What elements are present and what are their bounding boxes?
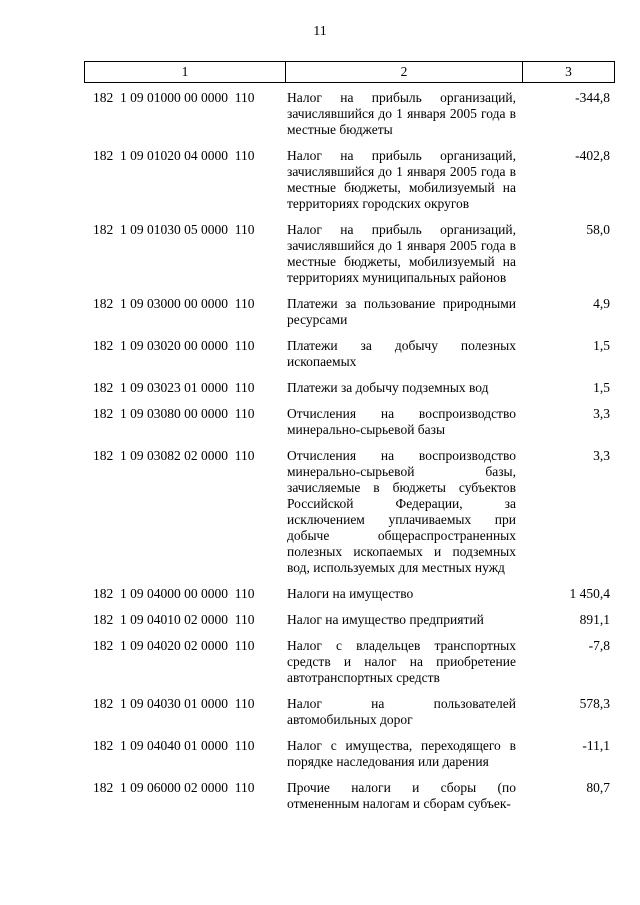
page-number: 11: [313, 24, 327, 39]
amount-cell: 80,7: [586, 780, 610, 795]
table-row: [0, 638, 640, 686]
item-name-cell: Налог на прибыль организаций, зачислявшийся до 1 января 2005 года в местные бюджеты, мобилизуемый на территориях муниципальных районов: [287, 222, 516, 285]
budget-code-cell: 182 1 09 04040 01 0000 110: [93, 738, 255, 753]
item-name-cell: Платежи за добычу полезных ископаемых: [287, 338, 516, 369]
item-name-cell: Отчисления на воспроизводство минерально-сырьевой базы, зачисляемые в бюджеты субъектов Российской Федерации, за исключением уплачиваемых при добыче общераспространенных полезных ископаемых и подземных вод, используемых для местных нужд: [287, 448, 516, 575]
table-header: [84, 61, 615, 83]
table-row: [0, 380, 640, 396]
amount-cell: 1,5: [593, 338, 610, 353]
budget-code-cell: 182 1 09 01030 05 0000 110: [93, 222, 255, 237]
amount-cell: -11,1: [582, 738, 610, 753]
item-name-cell: Налог на пользователей автомобильных дорог: [287, 696, 516, 727]
table-row: [0, 738, 640, 770]
item-name-cell: Налог с имущества, переходящего в порядке наследования или дарения: [287, 738, 516, 769]
budget-code-cell: 182 1 09 04010 02 0000 110: [93, 612, 255, 627]
item-name-cell: Платежи за пользование природными ресурсами: [287, 296, 516, 327]
table-body: [0, 90, 640, 822]
amount-cell: 1,5: [593, 380, 610, 395]
item-name-cell: Налог на прибыль организаций, зачислявшийся до 1 января 2005 года в местные бюджеты, мобилизуемый на территориях городских округов: [287, 148, 516, 211]
budget-code-cell: 182 1 09 03000 00 0000 110: [93, 296, 255, 311]
header-col-1: 1: [85, 62, 286, 82]
item-name-cell: Прочие налоги и сборы (по отмененным налогам и сборам субъек-: [287, 780, 516, 811]
amount-cell: -402,8: [575, 148, 610, 163]
budget-code-cell: 182 1 09 04020 02 0000 110: [93, 638, 255, 653]
amount-cell: 3,3: [593, 448, 610, 463]
amount-cell: 1 450,4: [569, 586, 610, 601]
table-row: [0, 696, 640, 728]
budget-code-cell: 182 1 09 03020 00 0000 110: [93, 338, 255, 353]
budget-code-cell: 182 1 09 03023 01 0000 110: [93, 380, 255, 395]
item-name-cell: Налог на прибыль организаций, зачислявшийся до 1 января 2005 года в местные бюджеты: [287, 90, 516, 137]
table-row: [0, 90, 640, 138]
table-row: [0, 612, 640, 628]
budget-code-cell: 182 1 09 06000 02 0000 110: [93, 780, 255, 795]
table-row: [0, 222, 640, 286]
budget-code-cell: 182 1 09 04030 01 0000 110: [93, 696, 255, 711]
table-row: [0, 448, 640, 576]
table-row: [0, 148, 640, 212]
item-name-cell: Платежи за добычу подземных вод: [287, 380, 489, 395]
budget-code-cell: 182 1 09 03080 00 0000 110: [93, 406, 255, 421]
amount-cell: 891,1: [579, 612, 610, 627]
budget-code-cell: 182 1 09 01000 00 0000 110: [93, 90, 255, 105]
header-col-2: 2: [286, 62, 523, 82]
amount-cell: 58,0: [586, 222, 610, 237]
header-col-3: 3: [565, 64, 572, 79]
amount-cell: 4,9: [593, 296, 610, 311]
amount-cell: -344,8: [575, 90, 610, 105]
table-row: [0, 406, 640, 438]
table-row: [0, 296, 640, 328]
table-row: [0, 780, 640, 812]
amount-cell: -7,8: [588, 638, 610, 653]
item-name-cell: Налоги на имущество: [287, 586, 414, 601]
item-name-cell: Отчисления на воспроизводство минерально-сырьевой базы: [287, 406, 516, 437]
item-name-cell: Налог с владельцев транспортных средств и налог на приобретение автотранспортных средств: [287, 638, 516, 685]
item-name-cell: Налог на имущество предприятий: [287, 612, 484, 627]
amount-cell: 3,3: [593, 406, 610, 421]
budget-code-cell: 182 1 09 03082 02 0000 110: [93, 448, 255, 463]
amount-cell: 578,3: [579, 696, 610, 711]
table-row: [0, 338, 640, 370]
budget-code-cell: 182 1 09 01020 04 0000 110: [93, 148, 255, 163]
budget-code-cell: 182 1 09 04000 00 0000 110: [93, 586, 255, 601]
table-row: [0, 586, 640, 602]
